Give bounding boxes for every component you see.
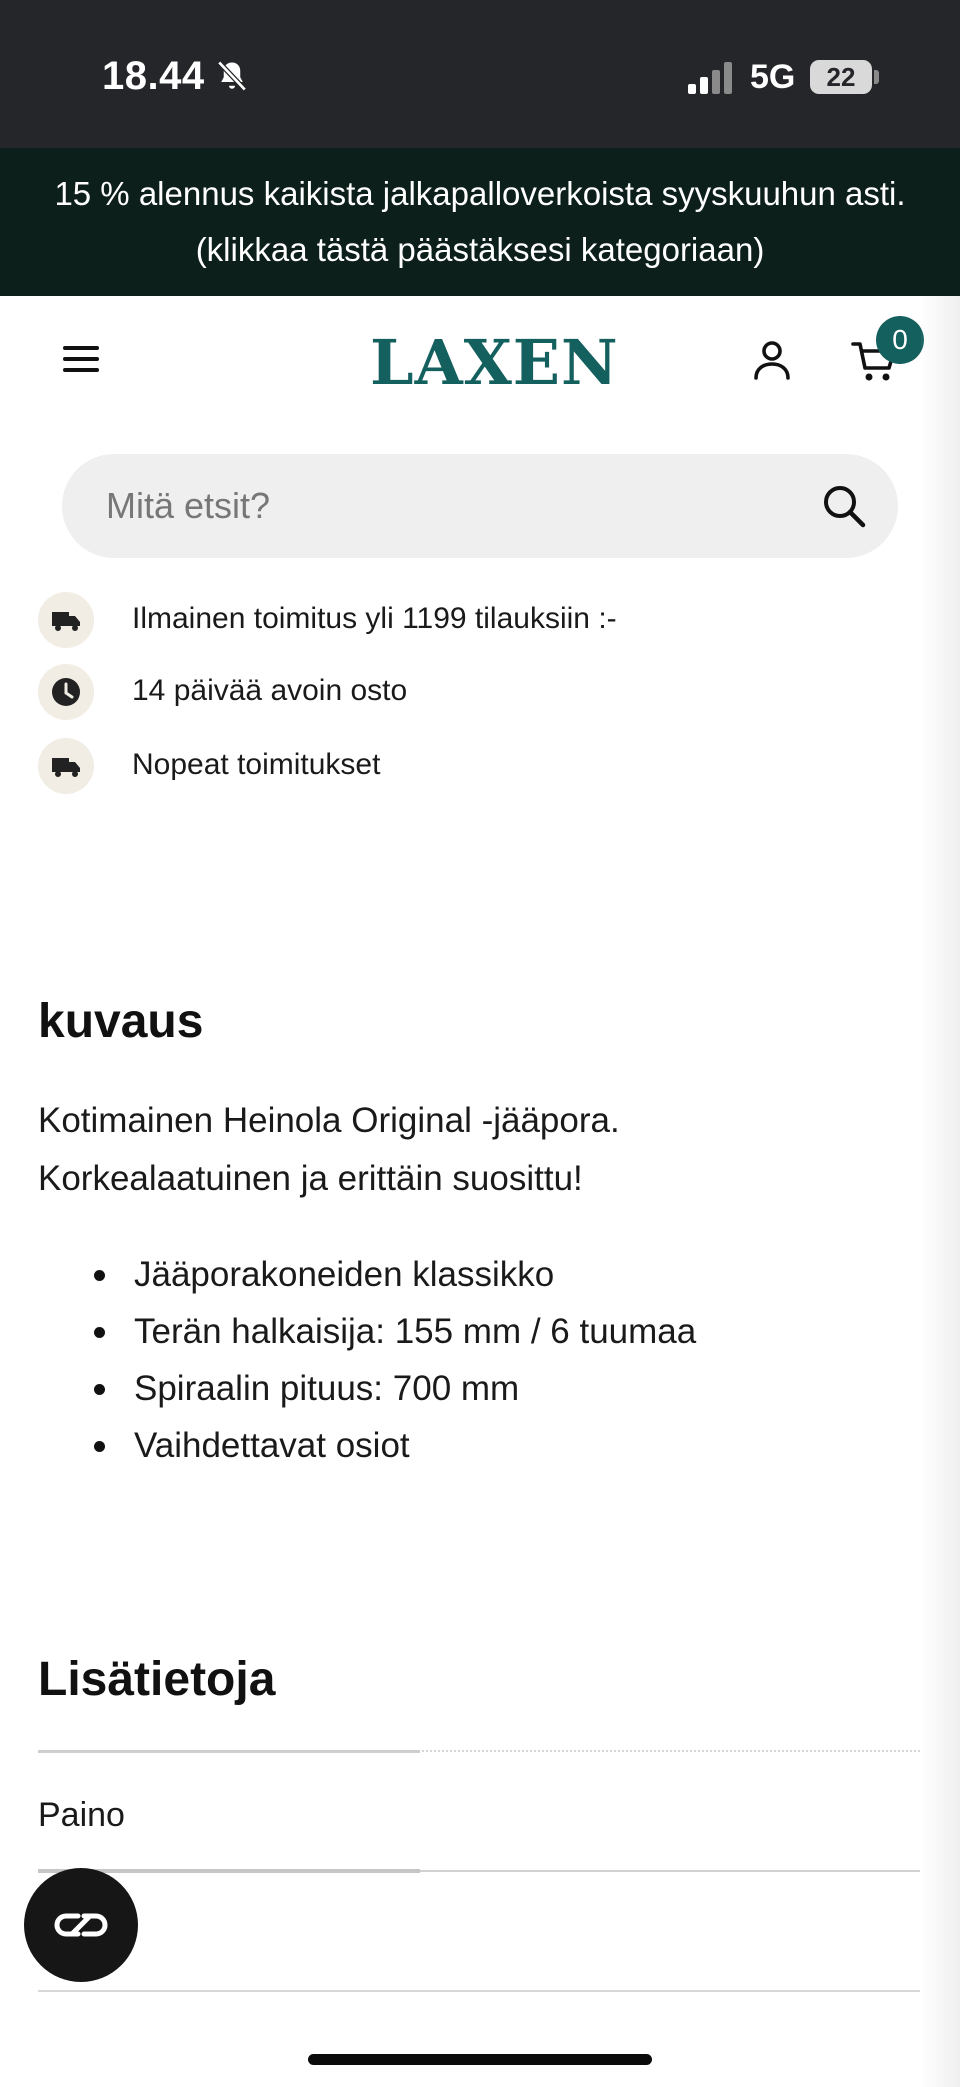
status-bar bbox=[0, 0, 960, 148]
feature-fast-delivery bbox=[38, 738, 898, 798]
feature-text: 14 päivää avoin osto bbox=[132, 674, 408, 707]
additional-info-title: Lisätietoja bbox=[38, 1653, 276, 1706]
feature-text: Ilmainen toimitus yli 1199 tilauksiin :- bbox=[132, 602, 617, 635]
feature-free-shipping bbox=[38, 592, 898, 652]
home-indicator[interactable] bbox=[308, 2054, 652, 2065]
edge-shade bbox=[920, 296, 960, 2087]
info-row-label-weight: Paino bbox=[38, 1796, 125, 1834]
description-title: kuvaus bbox=[38, 995, 204, 1048]
description-line: Korkealaatuinen ja erittäin suosittu! bbox=[38, 1159, 583, 1198]
logo[interactable]: LAXEN bbox=[370, 326, 619, 399]
site-header bbox=[0, 296, 960, 426]
divider-accent bbox=[38, 1750, 420, 1753]
clock-icon bbox=[38, 664, 94, 720]
network-type: 5G bbox=[750, 58, 796, 96]
promo-line-1: 15 % alennus kaikista jalkapalloverkoista syyskuuhun asti. bbox=[54, 175, 906, 212]
divider bbox=[38, 1990, 920, 1992]
status-time: 18.44 bbox=[102, 54, 205, 98]
account-icon[interactable] bbox=[748, 336, 796, 384]
bullet-item: Spiraalin pituus: 700 mm bbox=[90, 1360, 890, 1417]
truck-icon bbox=[38, 738, 94, 794]
battery-level: 22 bbox=[810, 60, 872, 94]
bullet-item: Terän halkaisija: 155 mm / 6 tuumaa bbox=[90, 1303, 890, 1360]
link-icon bbox=[52, 1908, 110, 1942]
search-bar bbox=[62, 454, 898, 558]
feature-text: Nopeat toimitukset bbox=[132, 748, 381, 781]
search-input[interactable] bbox=[106, 454, 786, 558]
feature-open-purchase bbox=[38, 664, 898, 724]
menu-icon[interactable] bbox=[56, 334, 106, 384]
promo-line-2: (klikkaa tästä päästäksesi kategoriaan) bbox=[195, 231, 765, 268]
cart-count-badge: 0 bbox=[876, 316, 924, 364]
description-line: Kotimainen Heinola Original -jääpora. bbox=[38, 1101, 620, 1140]
promo-banner[interactable] bbox=[0, 148, 960, 296]
bullet-item: Jääporakoneiden klassikko bbox=[90, 1246, 890, 1303]
bell-slash-icon bbox=[214, 58, 250, 94]
search-icon[interactable] bbox=[818, 480, 870, 532]
truck-icon bbox=[38, 592, 94, 648]
battery-tip bbox=[874, 70, 879, 84]
signal-icon bbox=[688, 62, 734, 94]
description-bullets bbox=[90, 1246, 890, 1474]
bullet-item: Vaihdettavat osiot bbox=[90, 1417, 890, 1474]
description-text bbox=[38, 1092, 898, 1208]
floating-chat-button[interactable] bbox=[24, 1868, 138, 1982]
